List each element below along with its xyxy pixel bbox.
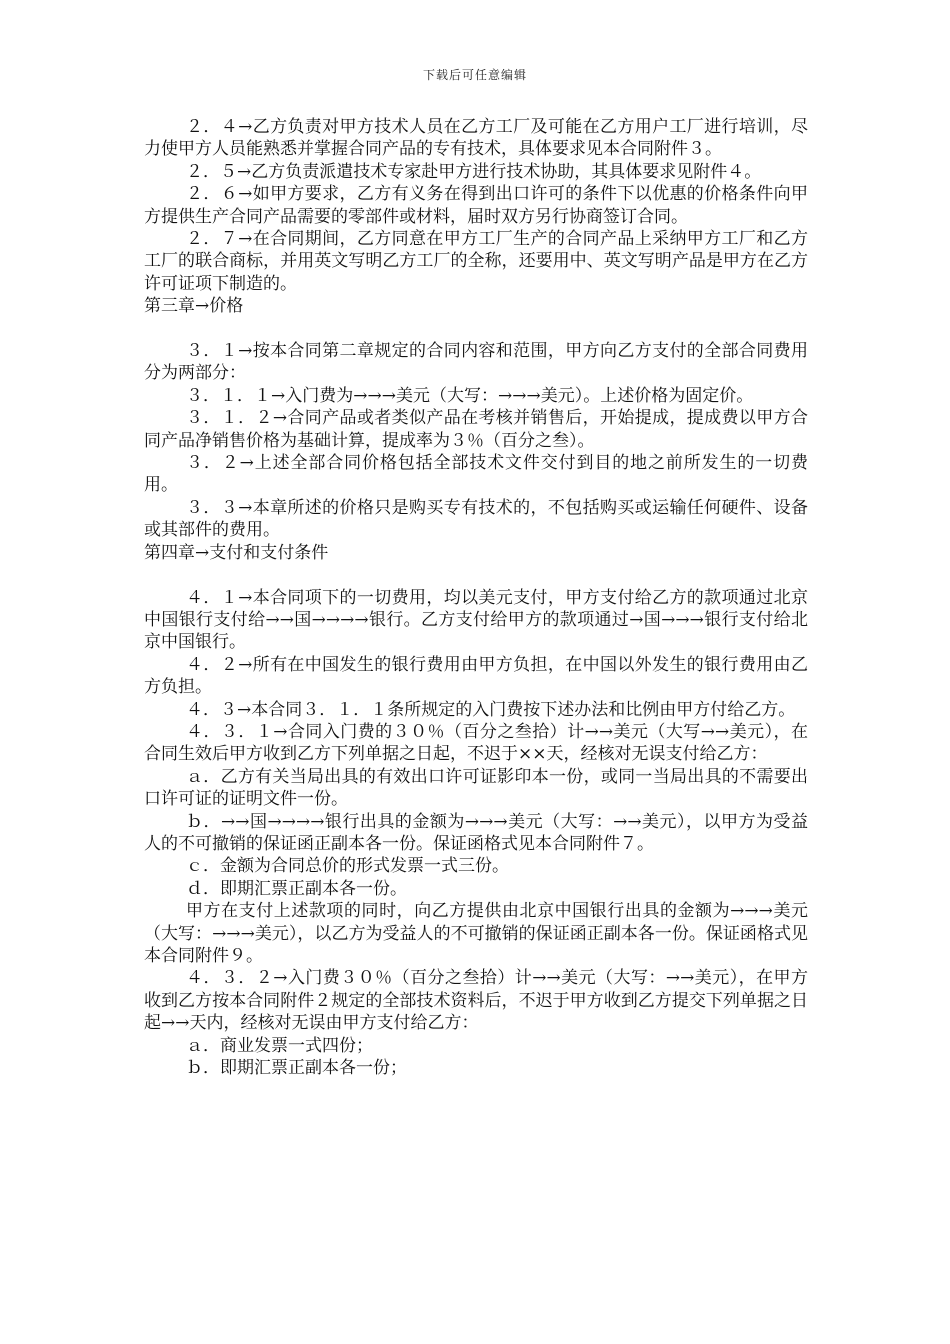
chapter-4-heading: 第四章→支付和支付条件 xyxy=(144,542,329,563)
clause-4-1: ４．１→本合同项下的一切费用，均以美元支付，甲方支付给乙方的款项通过北京中国银行支付给→→国→→→→银行。乙方支付给甲方的款项通过→国→→→银行支付给北京中国银行。 xyxy=(144,587,808,653)
clause-3-2: ３．２→上述全部合同价格包括全部技术文件交付到目的地之前所发生的一切费用。 xyxy=(144,453,808,496)
clause-3-1-1: ３．１．１→入门费为→→→美元（大写：→→→美元）。上述价格为固定价。 xyxy=(186,385,754,406)
item-b: ｂ．→→国→→→→银行出具的金额为→→→美元（大写：→→美元），以甲方为受益人的不可撤销的保证函正副本各一份。保证函格式见本合同附件７。 xyxy=(144,811,808,854)
item-a-2: ａ．商业发票一式四份； xyxy=(186,1035,373,1056)
clause-2-7: ２．７→在合同期间，乙方同意在甲方工厂生产的合同产品上采纳甲方工厂和乙方工厂的联合商标，并用英文写明乙方工厂的全称，还要用中、英文写明产品是甲方在乙方许可证项下制造的。 xyxy=(144,229,808,294)
clause-2-5: ２．５→乙方负责派遣技术专家赴甲方进行技术协助，其具体要求见附件４。 xyxy=(186,161,762,182)
item-a: ａ．乙方有关当局出具的有效出口许可证影印本一份，或同一当局出具的不需要出口许可证的证明文件一份。 xyxy=(144,766,808,810)
clause-3-1: ３．１→按本合同第二章规定的合同内容和范围，甲方向乙方支付的全部合同费用分为两部分： xyxy=(144,341,808,384)
clause-4-3: ４．３→本合同３．１．１条所规定的入门费按下述办法和比例由甲方付给乙方。 xyxy=(186,699,796,720)
guarantee-paragraph: 甲方在支付上述款项的同时，向乙方提供由北京中国银行出具的金额为→→→美元（大写：→→→美元），以乙方为受益人的不可撤销的保证函正副本各一份。保证函格式见本合同附件９。 xyxy=(144,901,808,966)
clause-2-4: ２．４→乙方负责对甲方技术人员在乙方工厂及可能在乙方用户工厂进行培训，尽力使甲方人员能熟悉并掌握合同产品的专有技术，具体要求见本合同附件３。 xyxy=(144,117,808,160)
clause-3-3: ３．３→本章所述的价格只是购买专有技术的，不包括购买或运输任何硬件、设备或其部件的费用。 xyxy=(144,497,808,541)
clause-4-3-1: ４．３．１→合同入门费的３０％（百分之叁拾）计→→美元（大写→→美元），在合同生效后甲方收到乙方下列单据之日起，不迟于××天，经核对无误支付给乙方： xyxy=(144,721,808,765)
document-body xyxy=(144,116,808,1079)
clause-3-1-2: ３．１．２→合同产品或者类似产品在考核并销售后，开始提成，提成费以甲方合同产品净销售价格为基础计算，提成率为３％（百分之叁）。 xyxy=(144,408,808,451)
clause-4-3-2: ４．３．２→入门费３０％（百分之叁拾）计→→美元（大写：→→美元），在甲方收到乙方按本合同附件２规定的全部技术资料后，不迟于甲方收到乙方提交下列单据之日起→→天内，经核对无误由甲方支付给乙方： xyxy=(144,968,808,1034)
blank-line xyxy=(144,318,808,340)
item-d: ｄ．即期汇票正副本各一份。 xyxy=(186,878,407,899)
clause-4-2: ４．２→所有在中国发生的银行费用由甲方负担，在中国以外发生的银行费用由乙方负担。 xyxy=(144,654,808,698)
item-c: ｃ．金额为合同总价的形式发票一式三份。 xyxy=(186,856,509,877)
item-b-2: ｂ．即期汇票正副本各一份； xyxy=(186,1058,407,1079)
chapter-3-heading: 第三章→价格 xyxy=(144,296,244,317)
clause-2-6: ２．６→如甲方要求，乙方有义务在得到出口许可的条件下以优惠的价格条件向甲方提供生产合同产品需要的零部件或材料，届时双方另行协商签订合同。 xyxy=(144,184,808,227)
blank-line xyxy=(144,564,808,586)
page-header: 下载后可任意编辑 xyxy=(422,68,527,82)
